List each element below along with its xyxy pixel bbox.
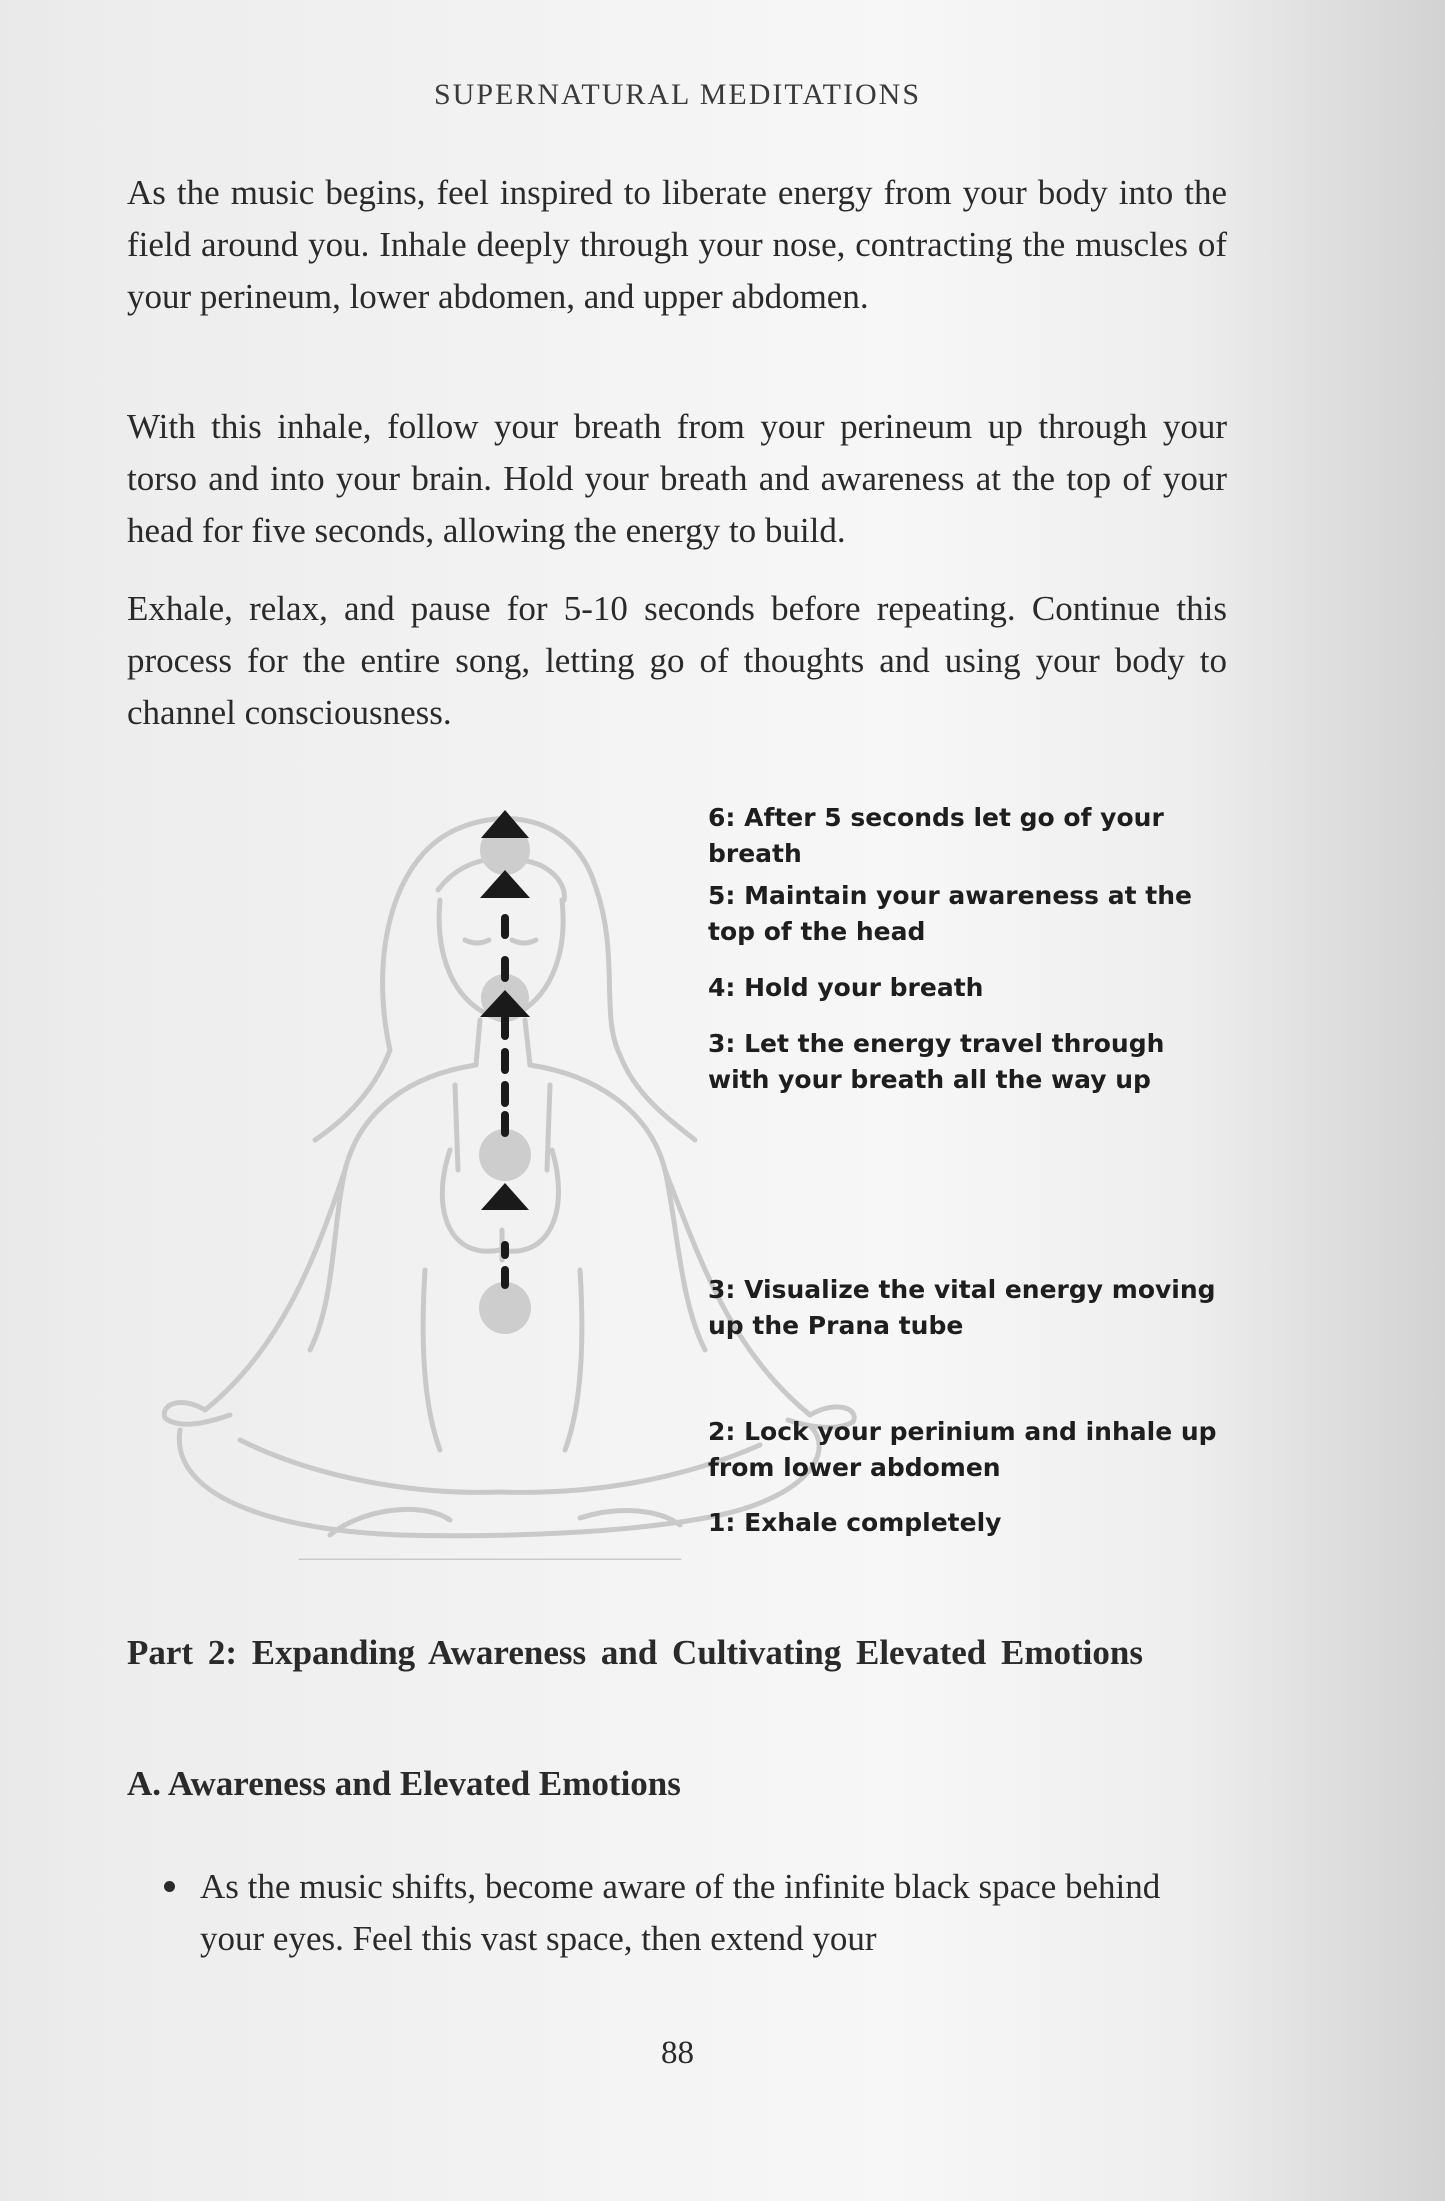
step-4-label: 4: Hold your breath bbox=[708, 973, 984, 1002]
step-2-label: 2: Lock your perinium and inhale up from lower abdomen bbox=[708, 1417, 1217, 1482]
step-3-visualize-label: 3: Visualize the vital energy moving up the Prana tube bbox=[708, 1275, 1216, 1340]
step-6-label: 6: After 5 seconds let go of your breath bbox=[708, 803, 1164, 868]
page-number: 88 bbox=[661, 2035, 694, 2071]
step-5-label: 5: Maintain your awareness at the top of the head bbox=[708, 881, 1192, 946]
bullet-icon bbox=[164, 1881, 175, 1892]
list-item-text: As the music shifts, become aware of the infinite black space behind your eyes. Feel this vast space, then extend your bbox=[200, 1867, 1161, 1958]
running-header: SUPERNATURAL MEDITATIONS bbox=[434, 78, 921, 111]
meditation-breathing-diagram bbox=[120, 790, 1230, 1560]
step-1-label: 1: Exhale completely bbox=[708, 1508, 1002, 1537]
paragraph-2: With this inhale, follow your breath from your perineum up through your torso and into your brain. Hold your breath and awareness at the top of your head for five seconds, allowing the energy to build. bbox=[127, 407, 1227, 550]
paragraph-3: Exhale, relax, and pause for 5-10 seconds before repeating. Continue this process for the entire song, letting go of thoughts and using your body to channel consciousness. bbox=[127, 589, 1227, 732]
step-3-travel-label: 3: Let the energy travel through with your breath all the way up bbox=[708, 1029, 1165, 1094]
subsection-heading: A. Awareness and Elevated Emotions bbox=[127, 1764, 681, 1803]
paragraph-1: As the music begins, feel inspired to liberate energy from your body into the field around you. Inhale deeply through your nose, contracting the muscles of your perineum, lower abdomen, and upper abdomen. bbox=[127, 173, 1227, 316]
list-item bbox=[160, 1861, 1200, 1965]
bullet-list bbox=[160, 1861, 1200, 1965]
section-heading: Part 2: Expanding Awareness and Cultivating Elevated Emotions bbox=[127, 1633, 1143, 1672]
